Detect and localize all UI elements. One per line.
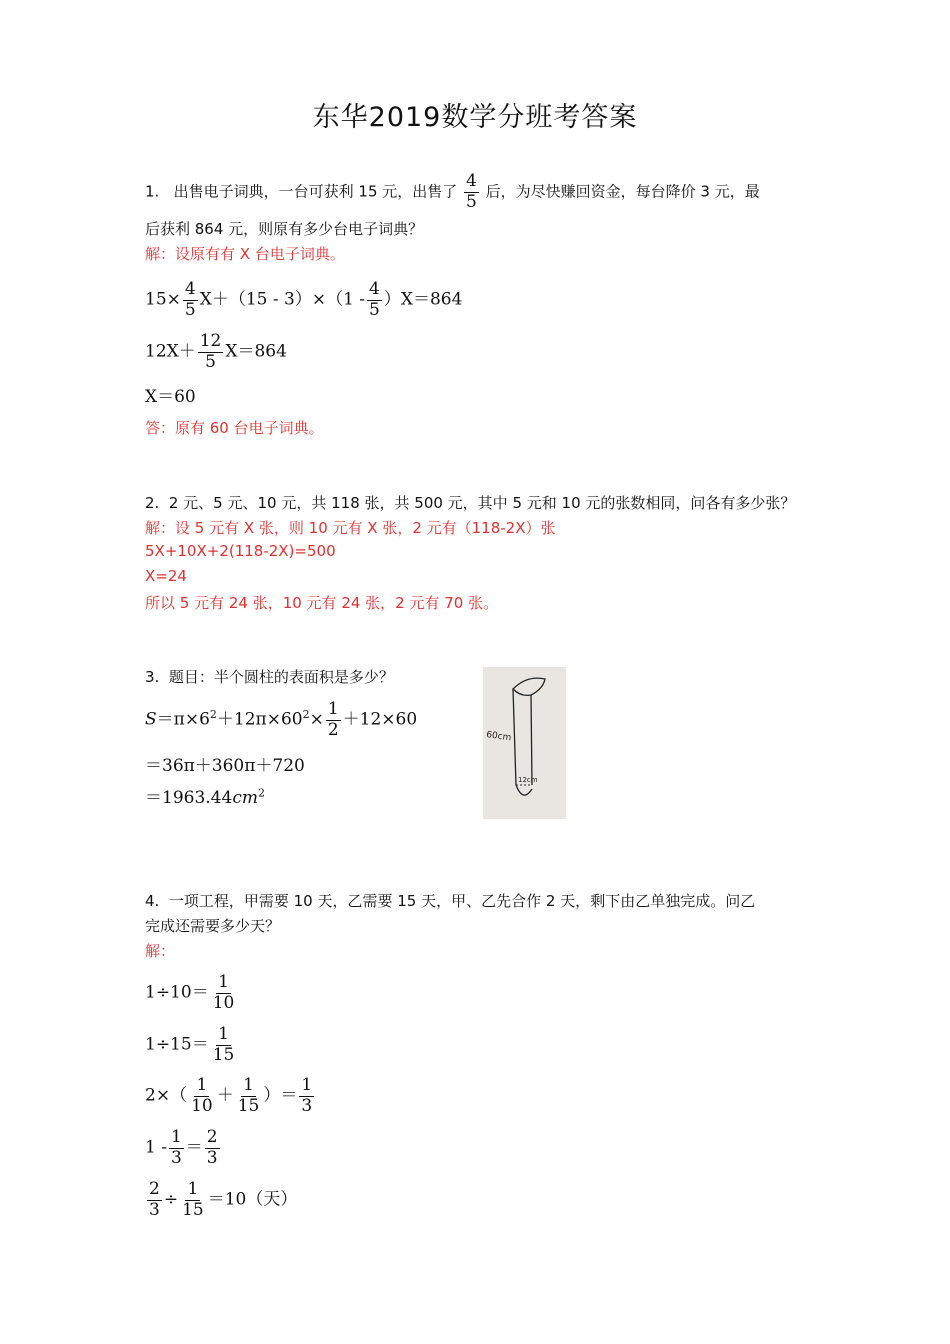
q4-equation-2: 1÷15＝ $\frac{1}{15}$ bbox=[145, 1024, 235, 1065]
q4-equation-5: $\frac{2}{3}$ ÷ $\frac{1}{15}$ ＝10（天） bbox=[149, 1179, 298, 1220]
q2-solution-2: 5X+10X+2(118-2X)=500 bbox=[145, 542, 336, 560]
q2-number: 2. bbox=[145, 494, 160, 512]
q1-fraction: $\frac{4}{5}$ bbox=[466, 171, 477, 212]
q1-line2: 后获利 864 元，则原有多少台电子词典？ bbox=[145, 220, 424, 238]
height-label: 60cm bbox=[485, 730, 512, 744]
q3-equation-2: ＝36π＋360π＋720 bbox=[145, 756, 305, 776]
q4-line2: 完成还需要多少天？ bbox=[145, 917, 281, 935]
q1-text-after: 后，为尽快赚回资金，每台降价 3 元，最 bbox=[485, 182, 760, 201]
q2-line1 bbox=[145, 492, 795, 513]
half-cylinder-photo bbox=[483, 667, 566, 819]
q4-line1 bbox=[145, 890, 755, 911]
page-title: 东华2019数学分班考答案 bbox=[312, 102, 638, 133]
q4-equation-4: 1 - $\frac{1}{3}$ ＝ $\frac{2}{3}$ bbox=[145, 1127, 218, 1168]
q2-solution-1: 解：设 5 元有 X 张，则 10 元有 X 张，2 元有（118-2X）张 bbox=[145, 519, 556, 537]
q4-number: 4. bbox=[145, 892, 160, 910]
q3-text: 题目：半个圆柱的表面积是多少？ bbox=[168, 668, 394, 686]
q2-solution-4: 所以 5 元有 24 张，10 元有 24 张，2 元有 70 张。 bbox=[145, 594, 499, 612]
q2-text: 2 元、5 元、10 元，共 118 张，共 500 元，其中 5 元和 10 元的张数相同，问各有多少张？ bbox=[168, 494, 796, 512]
q4-equation-3: 2×（ $\frac{1}{10}$ ＋ $\frac{1}{15}$ ）＝ $\frac{1}{3}$ bbox=[145, 1075, 313, 1116]
q1-equation-1: 15× $\frac{4}{5}$ X＋（15 - 3）×（1 - $\frac{4}{5}$ ）X＝864 bbox=[145, 279, 463, 320]
q2-solution-3: X=24 bbox=[145, 567, 187, 585]
q1-line1 bbox=[145, 172, 760, 212]
half-cylinder-sketch bbox=[483, 667, 566, 819]
q3-line1 bbox=[145, 666, 394, 687]
q4-equation-1: 1÷10＝ $\frac{1}{10}$ bbox=[145, 972, 235, 1013]
width-label: 12cm bbox=[518, 776, 538, 784]
q1-text-before: 出售电子词典，一台可获利 15 元，出售了 bbox=[173, 182, 458, 201]
q1-answer: 答：原有 60 台电子词典。 bbox=[145, 419, 324, 437]
q3-equation-1: $S=\pi\times 6^2+12\pi\times 60^2\times$ $\frac{1}{2}$ ＋12×60 bbox=[145, 699, 418, 740]
q1-number: 1. bbox=[145, 182, 160, 201]
q3-number: 3. bbox=[145, 668, 160, 686]
q1-equation-2: 12X＋ $\frac{12}{5}$ X＝864 bbox=[145, 331, 287, 372]
q4-text: 一项工程，甲需要 10 天，乙需要 15 天，甲、乙先合作 2 天，剩下由乙单独完成。问乙 bbox=[168, 892, 756, 910]
q3-equation-3: $=1963.44cm^2$ bbox=[145, 786, 265, 808]
q1-equation-3: X＝60 bbox=[145, 387, 196, 407]
q1-solution-intro: 解：设原有有 X 台电子词典。 bbox=[145, 245, 345, 263]
q4-solution-intro: 解： bbox=[145, 942, 176, 960]
